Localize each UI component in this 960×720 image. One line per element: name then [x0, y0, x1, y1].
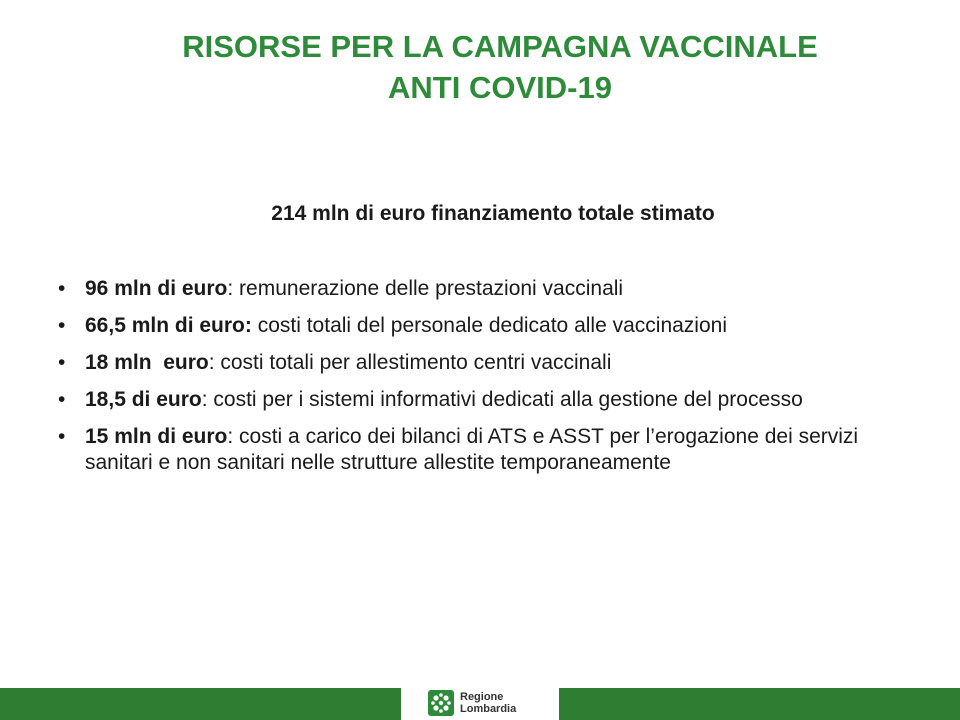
amount-description: costi totali del personale dedicato alle vaccinazioni — [251, 314, 727, 337]
bullet-marker: • — [58, 351, 66, 374]
bullet-marker: • — [58, 277, 66, 300]
list-item — [58, 424, 908, 476]
regione-lombardia-logo — [428, 688, 538, 718]
bullet-marker: • — [58, 314, 66, 337]
amount-label: 96 mln di euro — [85, 277, 228, 300]
cost-breakdown-list — [58, 276, 908, 487]
amount-label: 18,5 di euro — [85, 388, 202, 411]
slide-title-line-2: ANTI COVID-19 — [388, 70, 612, 105]
footer-bar-left — [0, 688, 401, 720]
rosa-camuna-icon — [428, 690, 454, 716]
logo-wordmark — [460, 691, 516, 715]
list-item — [58, 276, 908, 302]
amount-label: 18 mln euro — [85, 351, 209, 374]
slide-title — [40, 26, 960, 108]
bullet-marker: • — [58, 425, 66, 448]
bullet-marker: • — [58, 388, 66, 411]
amount-description: : remunerazione delle prestazioni vaccinali — [227, 277, 624, 300]
funding-total-subtitle: 214 mln di euro finanziamento totale stimato — [271, 202, 715, 225]
list-item — [58, 350, 908, 376]
amount-description: : costi per i sistemi informativi dedicati alla gestione del processo — [201, 388, 803, 411]
slide-title-line-1: RISORSE PER LA CAMPAGNA VACCINALE — [182, 29, 818, 64]
amount-description: : costi totali per allestimento centri vaccinali — [208, 351, 612, 374]
logo-line-2: Lombardia — [460, 703, 517, 715]
footer-bar-right — [559, 688, 960, 720]
amount-label: 66,5 mln di euro: — [85, 314, 252, 337]
amount-label: 15 mln di euro — [85, 425, 228, 448]
list-item — [58, 387, 908, 413]
list-item — [58, 313, 908, 339]
amount-description: : costi a carico dei bilanci di ATS e ASST per l’erogazione dei servizi sanitari e non sanitari nelle strutture allestite temporaneamente — [85, 425, 859, 474]
logo-line-1: Regione — [460, 691, 504, 703]
